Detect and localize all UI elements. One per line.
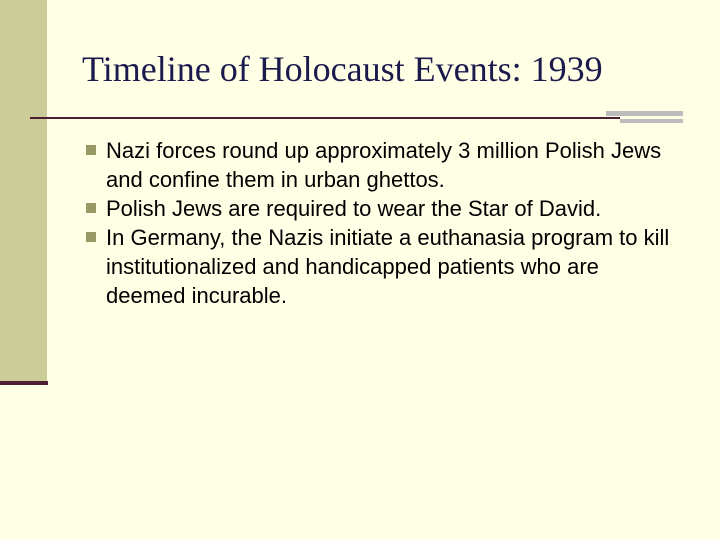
title-divider-gray-bar-top (606, 111, 683, 116)
left-accent-bar (0, 381, 48, 385)
left-decorative-band (0, 0, 47, 384)
bullet-text: In Germany, the Nazis initiate a euthanasia program to kill institutionalized and handicapped patients who are deemed incurable. (106, 225, 670, 308)
title-divider-line (30, 117, 620, 119)
bullet-list (84, 136, 684, 310)
bullet-item (84, 194, 684, 223)
bullet-text: Nazi forces round up approximately 3 million Polish Jews and confine them in urban ghettos. (106, 138, 662, 192)
bullet-item (84, 136, 684, 194)
square-bullet-icon (86, 232, 96, 242)
bullet-item (84, 223, 684, 310)
slide-title: Timeline of Holocaust Events: 1939 (82, 49, 603, 89)
square-bullet-icon (86, 203, 96, 213)
title-divider-gray-bar-bottom (620, 119, 683, 123)
square-bullet-icon (86, 145, 96, 155)
bullet-text: Polish Jews are required to wear the Star of David. (106, 196, 602, 221)
